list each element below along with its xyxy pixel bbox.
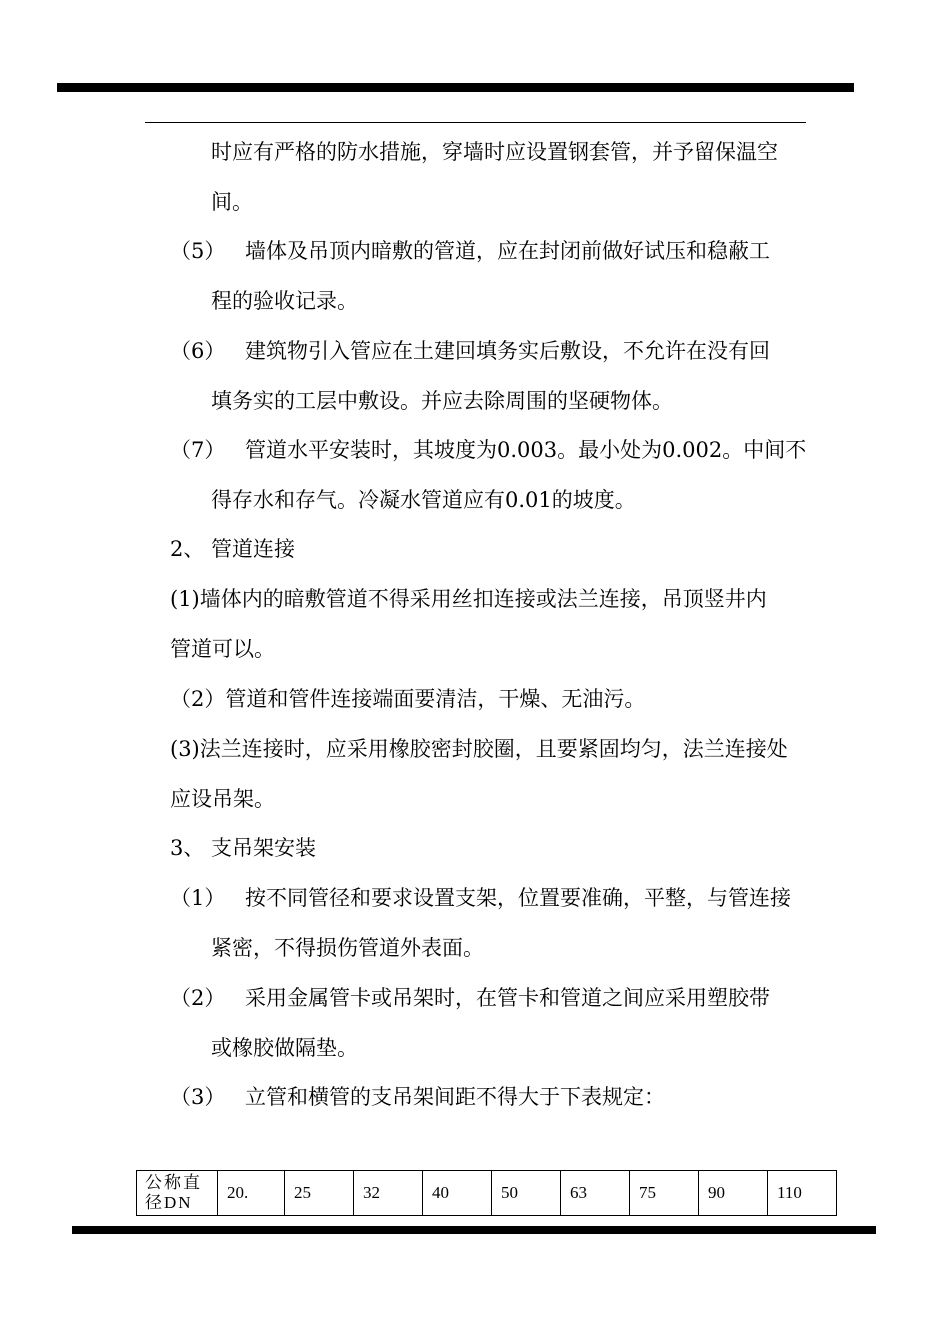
table-cell: 20. — [218, 1171, 285, 1216]
header-thick-rule — [57, 83, 854, 92]
section-heading: 管道连接 — [211, 537, 295, 561]
footer-thick-rule — [72, 1226, 876, 1234]
paragraph-line: 程的验收记录。 — [211, 289, 358, 313]
support-spacing-table — [136, 1170, 837, 1216]
paragraph-line: 管道水平安装时，其坡度为0.003。最小处为0.002。中间不 — [245, 438, 807, 462]
table-cell: 50 — [492, 1171, 561, 1216]
section-number: 2、 — [170, 537, 205, 561]
paragraph-line: 填务实的工层中敷设。并应去除周围的坚硬物体。 — [211, 389, 673, 413]
item-number: （1） — [170, 886, 226, 910]
paragraph-line: 或橡胶做隔垫。 — [211, 1036, 358, 1060]
table-header-cell: 公称直径DN — [137, 1171, 218, 1216]
paragraph-line: 管道可以。 — [170, 637, 275, 661]
item-number: （3） — [170, 1085, 226, 1109]
paragraph-line: 时应有严格的防水措施，穿墙时应设置钢套管，并予留保温空 — [211, 140, 778, 164]
table-cell: 63 — [561, 1171, 630, 1216]
table-row — [137, 1171, 837, 1216]
paragraph-line: 建筑物引入管应在土建回填务实后敷设，不允许在没有回 — [245, 339, 770, 363]
paragraph-line: 间。 — [211, 190, 253, 214]
table-cell: 90 — [699, 1171, 768, 1216]
item-number: （5） — [170, 239, 226, 263]
paragraph-line: 按不同管径和要求设置支架，位置要准确，平整，与管连接 — [245, 886, 791, 910]
paragraph-line: (3)法兰连接时，应采用橡胶密封胶圈，且要紧固均匀，法兰连接处 — [170, 737, 788, 761]
paragraph-line: 墙体及吊顶内暗敷的管道，应在封闭前做好试压和稳蔽工 — [245, 239, 770, 263]
table-cell: 32 — [354, 1171, 423, 1216]
section-heading: 支吊架安装 — [211, 836, 316, 860]
paragraph-line: 采用金属管卡或吊架时，在管卡和管道之间应采用塑胶带 — [245, 986, 770, 1010]
item-number: （7） — [170, 438, 226, 462]
paragraph-line: 应设吊架。 — [170, 787, 275, 811]
table-cell: 110 — [768, 1171, 837, 1216]
section-number: 3、 — [170, 836, 205, 860]
table-cell: 75 — [630, 1171, 699, 1216]
header-thin-rule — [145, 122, 806, 123]
paragraph-line: 立管和横管的支吊架间距不得大于下表规定： — [245, 1085, 665, 1109]
item-number: （6） — [170, 339, 226, 363]
item-number: （2） — [170, 986, 226, 1010]
paragraph-line: 得存水和存气。冷凝水管道应有0.01的坡度。 — [211, 488, 636, 512]
table-cell: 25 — [285, 1171, 354, 1216]
paragraph-line: （2）管道和管件连接端面要清洁，干燥、无油污。 — [170, 687, 646, 711]
paragraph-line: (1)墙体内的暗敷管道不得采用丝扣连接或法兰连接，吊顶竖井内 — [170, 587, 767, 611]
table-cell: 40 — [423, 1171, 492, 1216]
paragraph-line: 紧密，不得损伤管道外表面。 — [211, 936, 484, 960]
